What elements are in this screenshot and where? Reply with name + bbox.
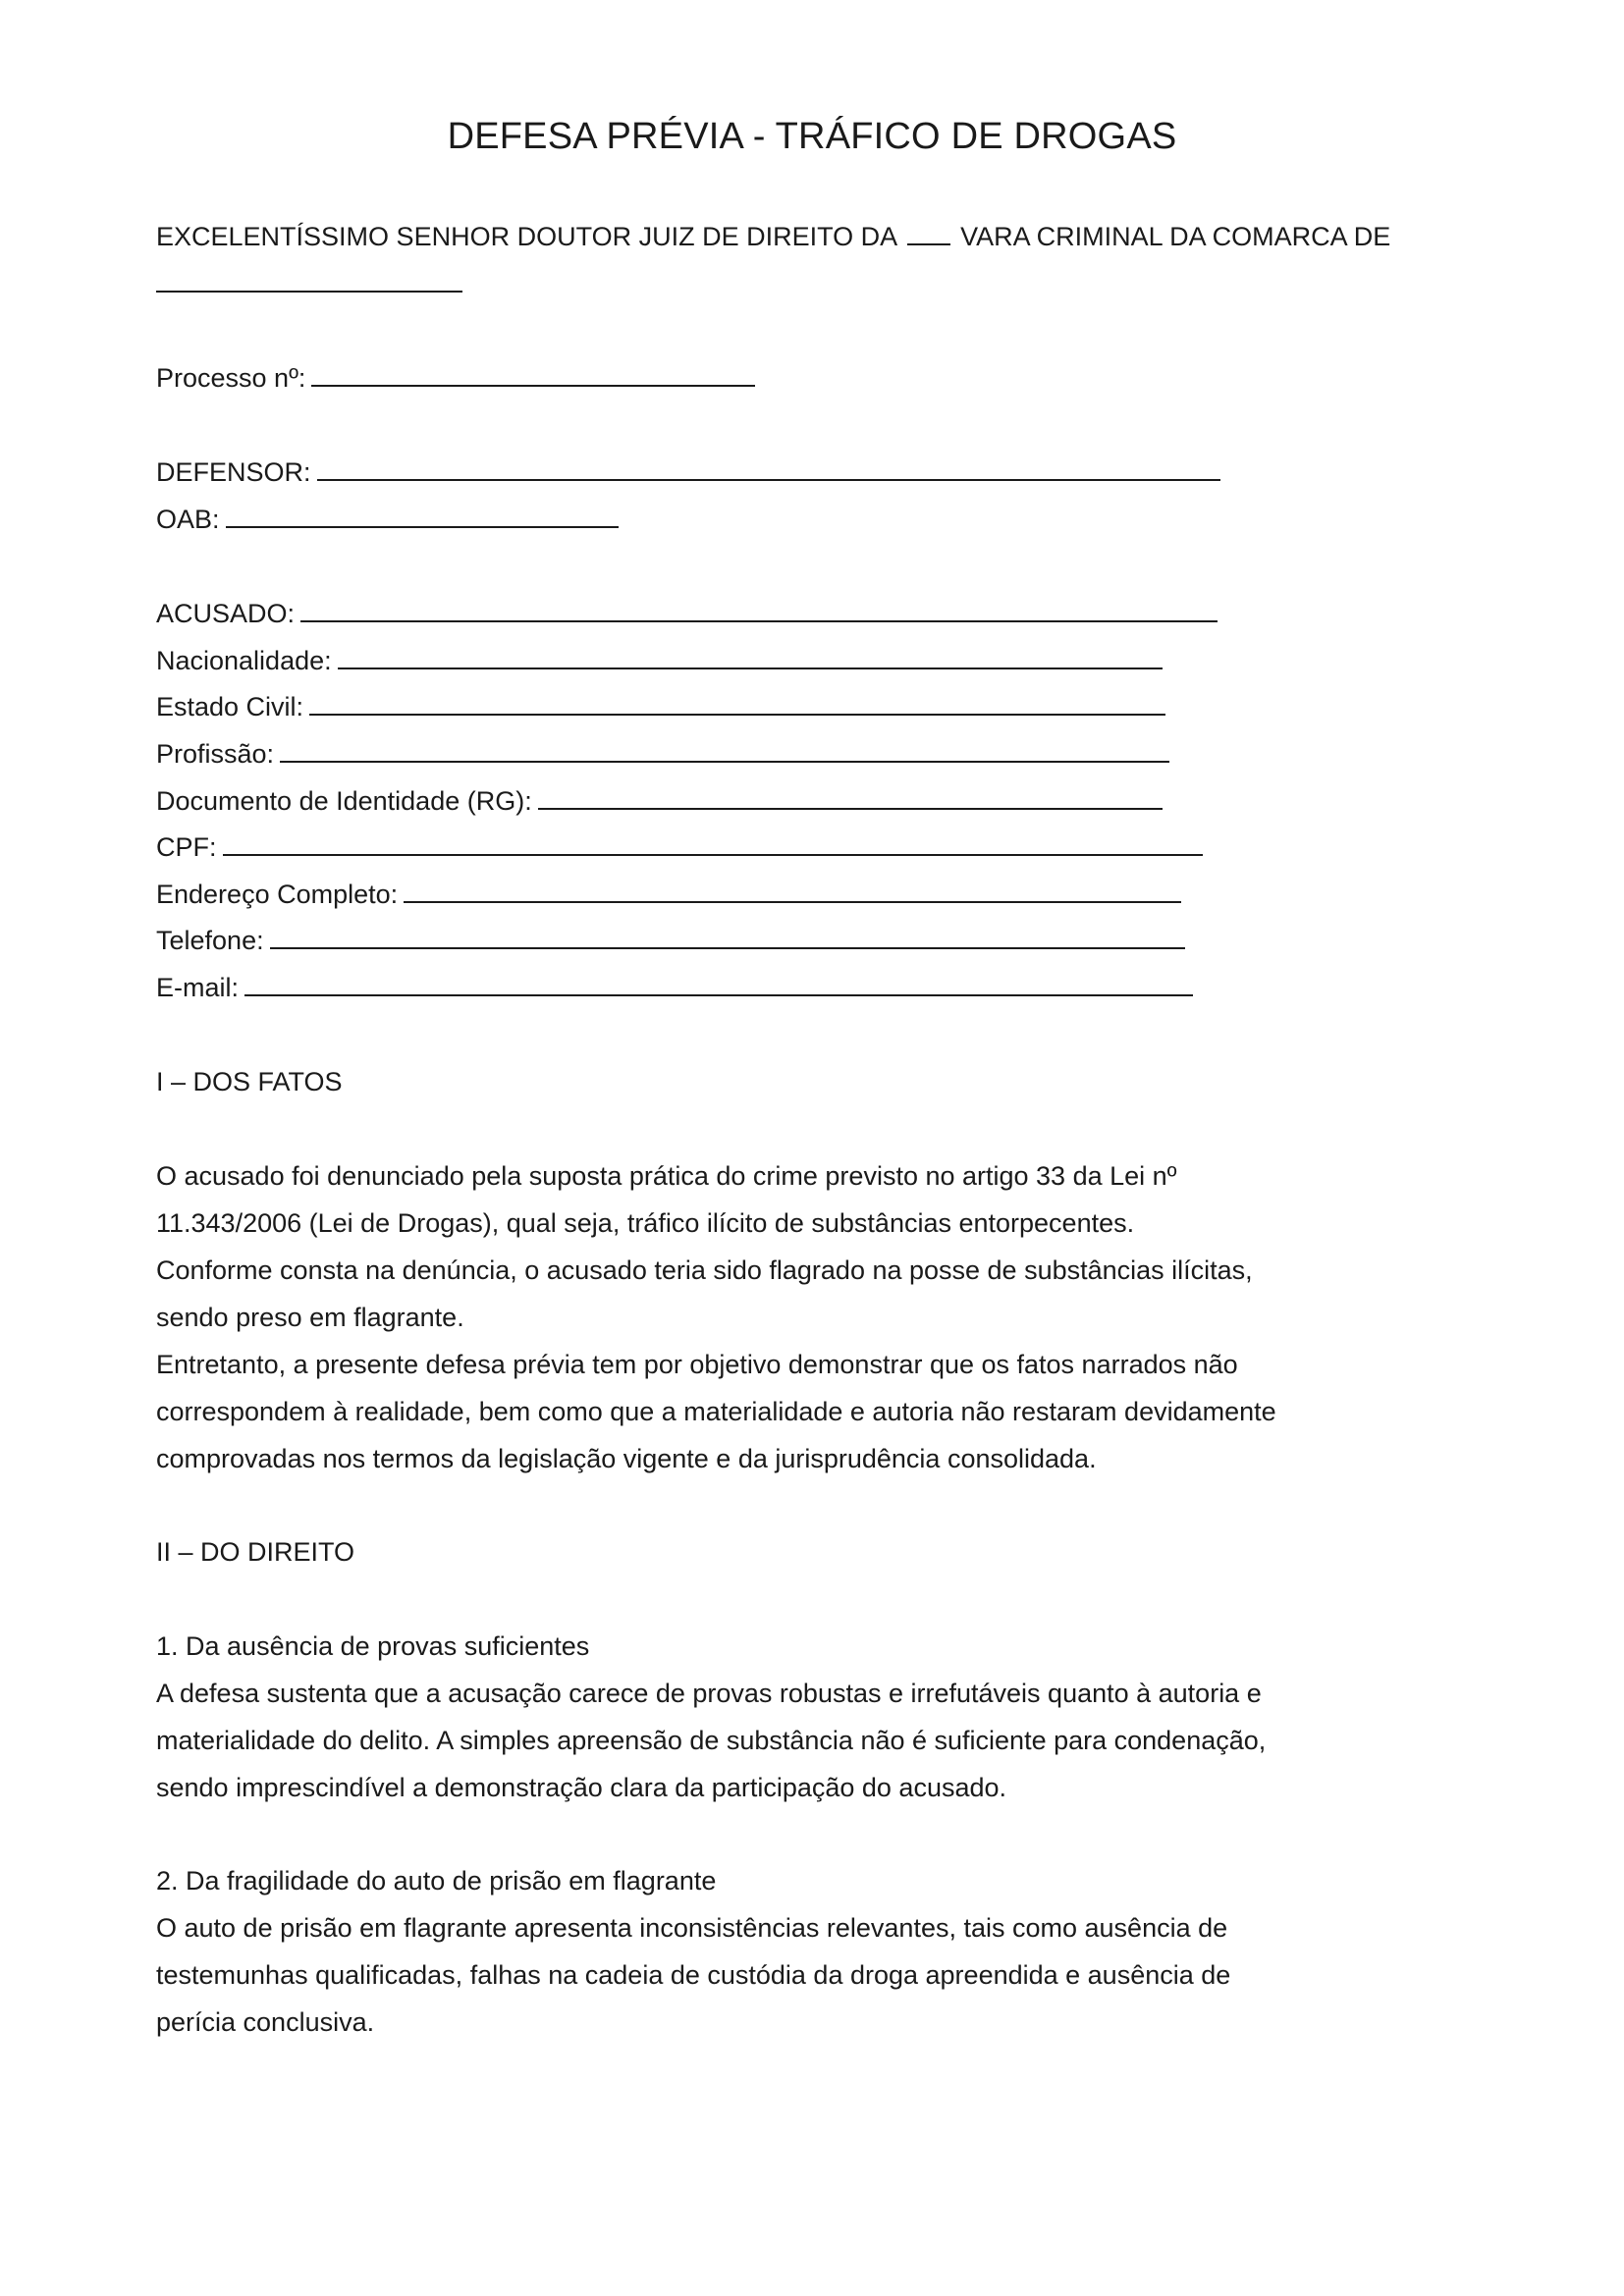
cpf-line (156, 830, 1203, 864)
direito-sub1-line-2: materialidade do delito. A simples apreensão de substância não é suficiente para condenação, (156, 1726, 1267, 1755)
fatos-line-6: correspondem à realidade, bem como que a materialidade e autoria não restaram devidamente (156, 1397, 1276, 1426)
fatos-line-4: sendo preso em flagrante. (156, 1303, 464, 1332)
fatos-line-1: O acusado foi denunciado pela suposta prática do crime previsto no artigo 33 da Lei nº (156, 1161, 1177, 1191)
cpf-label: CPF: (156, 832, 217, 862)
direito-sub1-title: 1. Da ausência de provas suficientes (156, 1631, 590, 1661)
direito-sub2-title: 2. Da fragilidade do auto de prisão em flagrante (156, 1866, 717, 1896)
rg-label: Documento de Identidade (RG): (156, 786, 532, 816)
email-label: E-mail: (156, 973, 240, 1002)
process-line (156, 361, 755, 395)
profissao-line (156, 737, 1169, 771)
addressee-line (156, 220, 1390, 253)
direito-sub1-line-3: sendo imprescindível a demonstração clara da participação do acusado. (156, 1773, 1007, 1802)
acusado-line (156, 597, 1218, 630)
document-title: DEFESA PRÉVIA - TRÁFICO DE DROGAS (447, 116, 1177, 157)
fatos-line-2: 11.343/2006 (Lei de Drogas), qual seja, tráfico ilícito de substâncias entorpecentes. (156, 1208, 1135, 1238)
telefone-label: Telefone: (156, 926, 264, 955)
comarca-line (156, 267, 462, 300)
defensor-blank (317, 455, 1220, 481)
addressee-text-2: VARA CRIMINAL DA COMARCA DE (960, 222, 1391, 251)
process-blank (311, 361, 755, 387)
direito-sub2-line-2: testemunhas qualificadas, falhas na cadeia de custódia da droga apreendida e ausência de (156, 1960, 1231, 1990)
oab-blank (226, 503, 619, 528)
cpf-blank (223, 830, 1203, 856)
vara-number-blank (907, 220, 950, 245)
comarca-blank (156, 267, 462, 293)
profissao-label: Profissão: (156, 739, 275, 769)
profissao-blank (280, 737, 1169, 763)
direito-sub1-line-1: A defesa sustenta que a acusação carece de provas robustas e irrefutáveis quanto à autoria e (156, 1679, 1262, 1708)
section-fatos-heading: I – DOS FATOS (156, 1067, 343, 1096)
nacionalidade-line (156, 644, 1163, 677)
process-label: Processo nº: (156, 363, 306, 393)
oab-line (156, 503, 619, 536)
addressee-text-1: EXCELENTÍSSIMO SENHOR DOUTOR JUIZ DE DIREITO DA (156, 222, 898, 251)
fatos-line-5: Entretanto, a presente defesa prévia tem por objetivo demonstrar que os fatos narrados não (156, 1350, 1238, 1379)
telefone-line (156, 924, 1185, 957)
estado-civil-blank (309, 690, 1165, 716)
endereco-blank (404, 878, 1181, 903)
acusado-label: ACUSADO: (156, 599, 296, 628)
nacionalidade-label: Nacionalidade: (156, 646, 332, 675)
direito-sub2-line-3: perícia conclusiva. (156, 2007, 375, 2037)
email-line (156, 971, 1193, 1004)
endereco-label: Endereço Completo: (156, 880, 399, 909)
section-direito-heading: II – DO DIREITO (156, 1537, 355, 1567)
rg-blank (538, 784, 1163, 810)
acusado-blank (300, 597, 1218, 622)
rg-line (156, 784, 1163, 818)
oab-label: OAB: (156, 505, 220, 534)
defensor-line (156, 455, 1220, 489)
endereco-line (156, 878, 1181, 911)
estado-civil-line (156, 690, 1165, 723)
fatos-line-3: Conforme consta na denúncia, o acusado teria sido flagrado na posse de substâncias ilícitas, (156, 1255, 1253, 1285)
direito-sub2-line-1: O auto de prisão em flagrante apresenta inconsistências relevantes, tais como ausência de (156, 1913, 1228, 1943)
fatos-line-7: comprovadas nos termos da legislação vigente e da jurisprudência consolidada. (156, 1444, 1097, 1473)
defensor-label: DEFENSOR: (156, 457, 311, 487)
estado-civil-label: Estado Civil: (156, 692, 304, 721)
nacionalidade-blank (338, 644, 1163, 669)
email-blank (244, 971, 1193, 996)
telefone-blank (270, 924, 1185, 949)
